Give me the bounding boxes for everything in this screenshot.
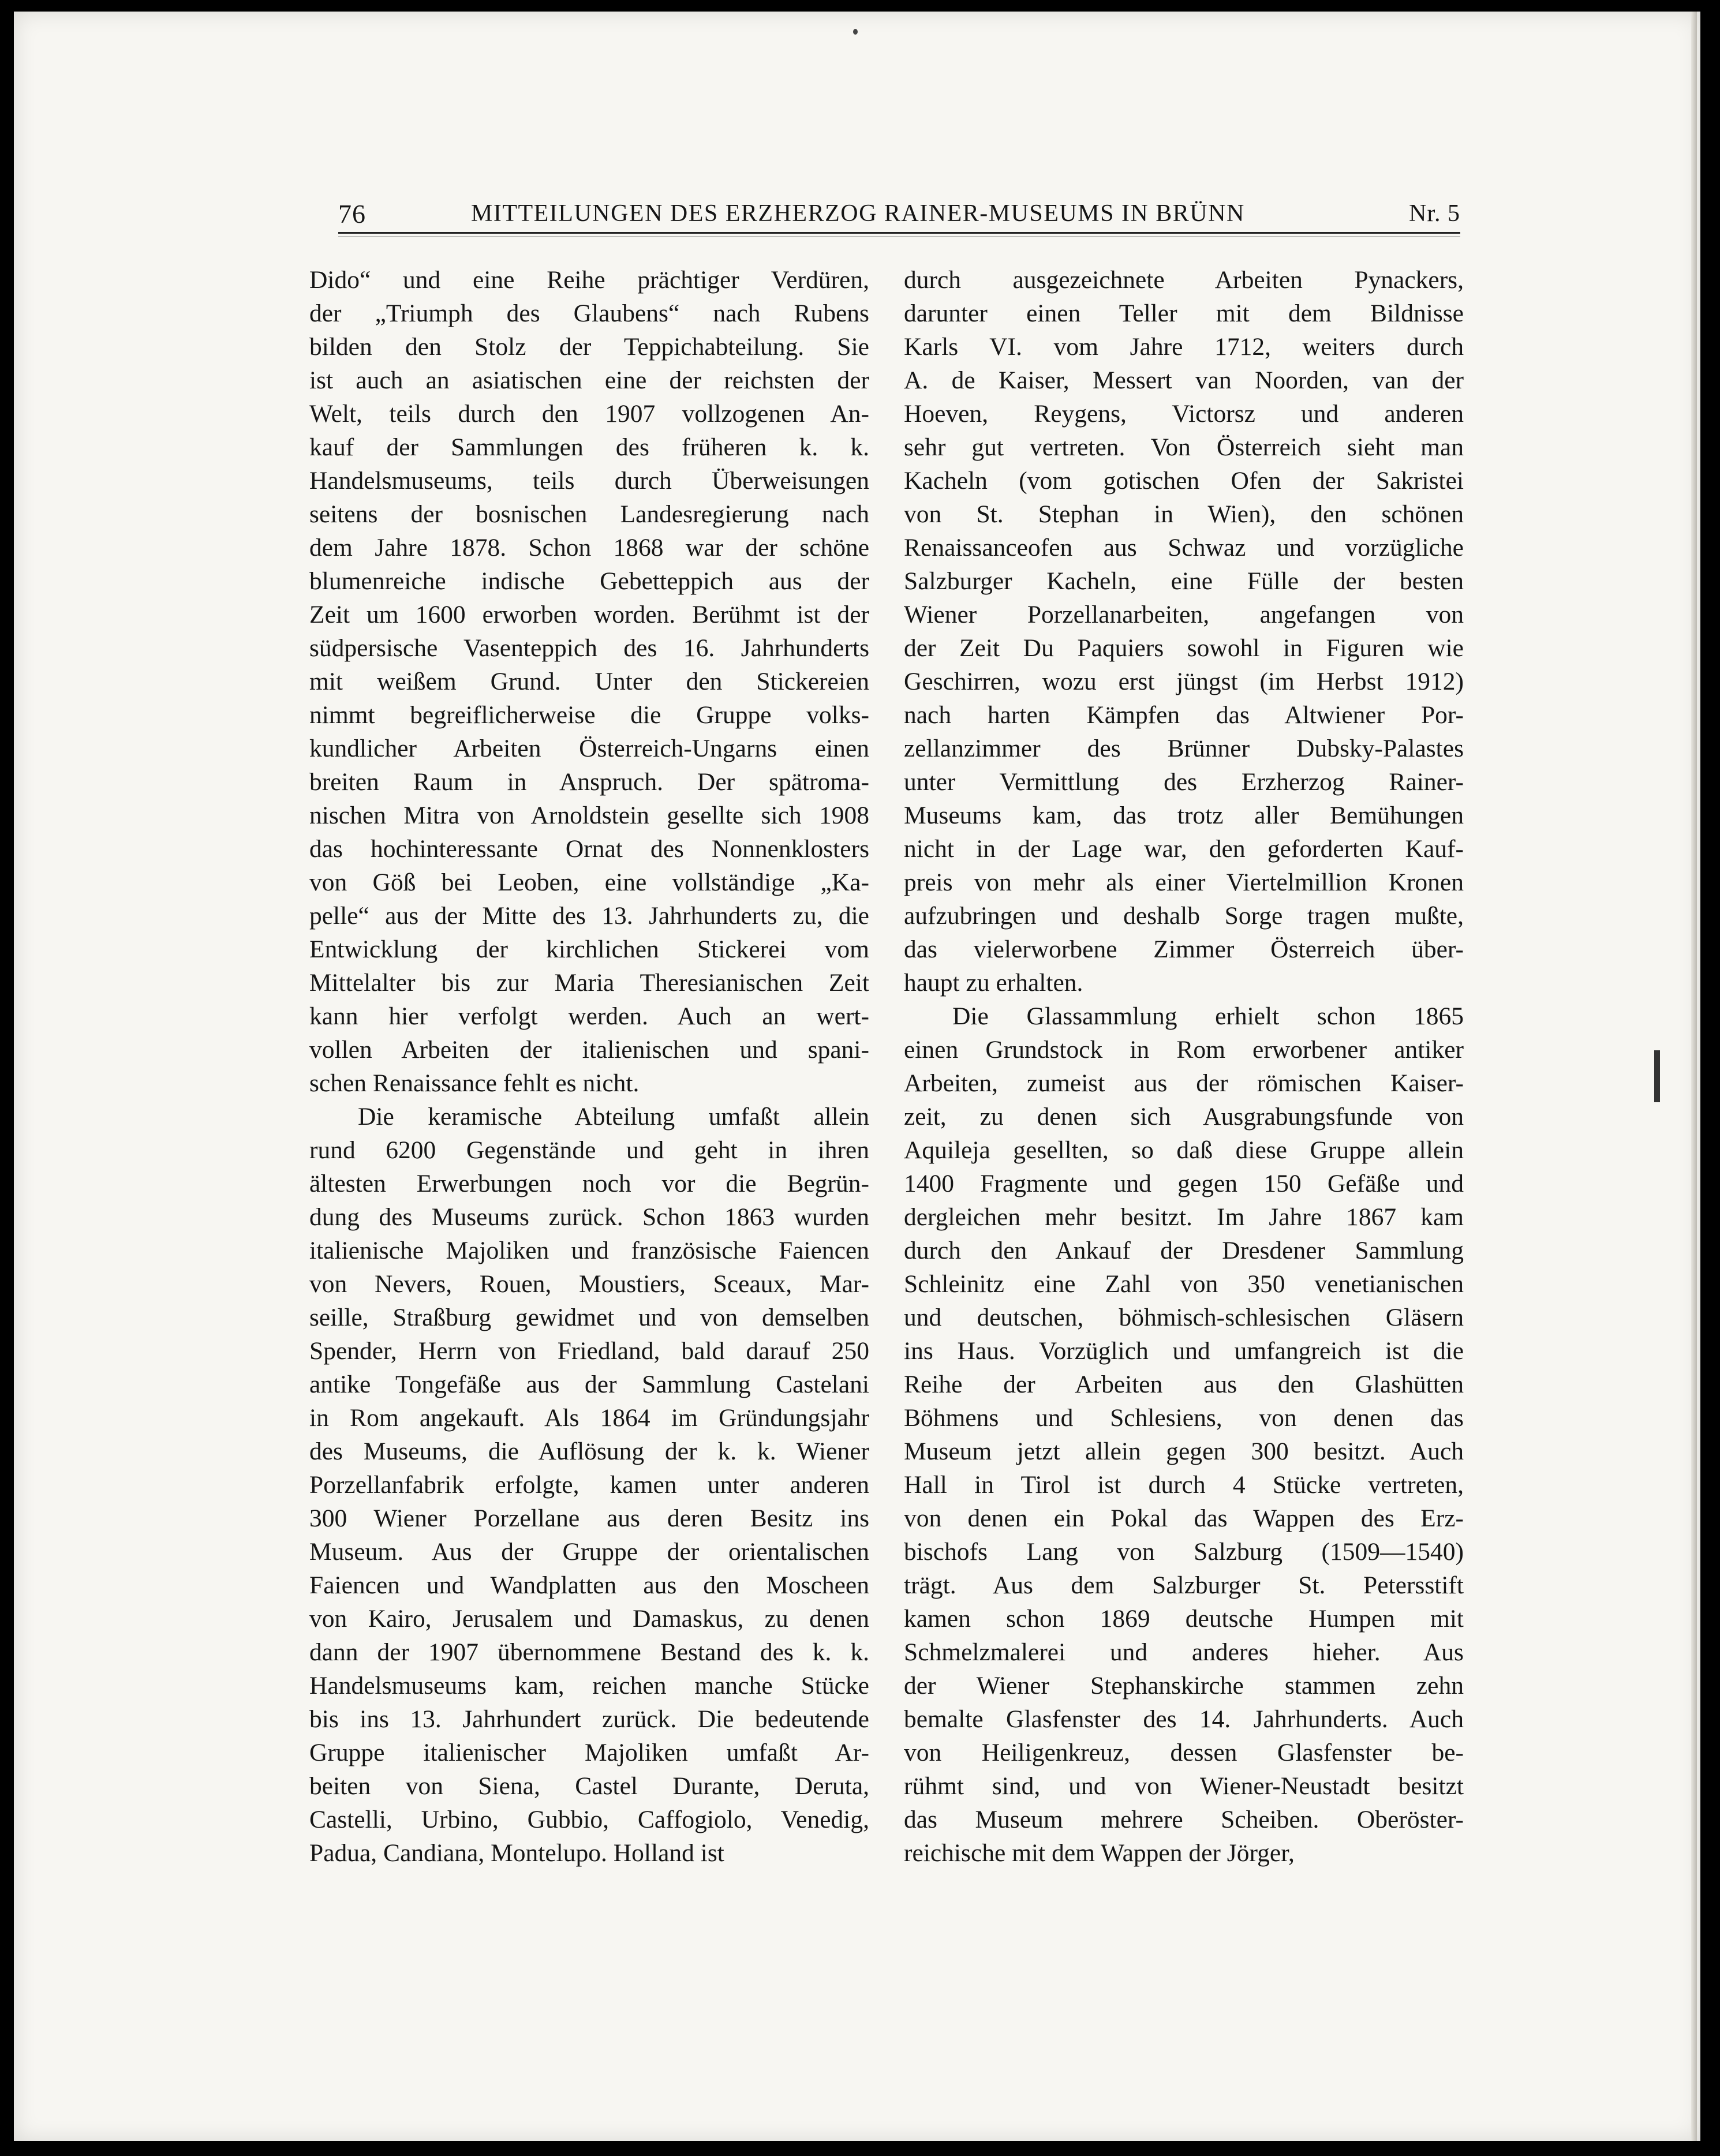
- text-line: Castelli, Urbino, Gubbio, Caffogiolo, Venedig,: [309, 1806, 869, 1833]
- text-line: nischen Mitra von Arnoldstein gesellte sich 1908: [309, 802, 869, 829]
- text-line: das Museum mehrere Scheiben. Oberöster-: [904, 1806, 1464, 1833]
- text-line: bilden den Stolz der Teppichabteilung. Sie: [309, 333, 869, 361]
- text-line: der Zeit Du Paquiers sowohl in Figuren wie: [904, 634, 1464, 662]
- text-line: Dido“ und eine Reihe prächtiger Verdüren,: [309, 266, 869, 294]
- text-line: Salzburger Kacheln, eine Fülle der besten: [904, 567, 1464, 595]
- text-line: Schleinitz eine Zahl von 350 venetianischen: [904, 1270, 1464, 1298]
- text-line: in Rom angekauft. Als 1864 im Gründungsjahr: [309, 1404, 869, 1432]
- text-line: nimmt begreiflicherweise die Gruppe volks-: [309, 701, 869, 729]
- text-line: von St. Stephan in Wien), den schönen: [904, 500, 1464, 528]
- page-edge: [1691, 12, 1697, 2141]
- text-line: Mittelalter bis zur Maria Theresianischen Zeit: [309, 969, 869, 997]
- text-line: blumenreiche indische Gebetteppich aus der: [309, 567, 869, 595]
- text-line: einen Grundstock in Rom erworbener antiker: [904, 1036, 1464, 1064]
- text-line: Arbeiten, zumeist aus der römischen Kaiser-: [904, 1069, 1464, 1097]
- text-line: Handelsmuseums kam, reichen manche Stücke: [309, 1672, 869, 1700]
- text-line: der Wiener Stephanskirche stammen zehn: [904, 1672, 1464, 1700]
- text-line: kann hier verfolgt werden. Auch an wert-: [309, 1002, 869, 1030]
- issue-number: Nr. 5: [1409, 200, 1460, 227]
- text-line: kamen schon 1869 deutsche Humpen mit: [904, 1605, 1464, 1633]
- text-line: zellanzimmer des Brünner Dubsky-Palastes: [904, 735, 1464, 762]
- text-line: beiten von Siena, Castel Durante, Deruta,: [309, 1772, 869, 1800]
- text-line: südpersische Vasenteppich des 16. Jahrhunderts: [309, 634, 869, 662]
- text-line: Renaissanceofen aus Schwaz und vorzügliche: [904, 534, 1464, 562]
- text-line: rühmt sind, und von Wiener-Neustadt besitzt: [904, 1772, 1464, 1800]
- text-line: dung des Museums zurück. Schon 1863 wurden: [309, 1203, 869, 1231]
- text-line: breiten Raum in Anspruch. Der spätroma-: [309, 768, 869, 796]
- text-line: von Heiligenkreuz, dessen Glasfenster be-: [904, 1739, 1464, 1766]
- text-line: von denen ein Pokal das Wappen des Erz-: [904, 1504, 1464, 1532]
- text-line: seille, Straßburg gewidmet und von demselben: [309, 1304, 869, 1331]
- text-line: Spender, Herrn von Friedland, bald darauf 250: [309, 1337, 869, 1365]
- text-line: 300 Wiener Porzellane aus deren Besitz ins: [309, 1504, 869, 1532]
- text-line: italienische Majoliken und französische Faiencen: [309, 1237, 869, 1264]
- text-line: das vielerworbene Zimmer Österreich über-: [904, 935, 1464, 963]
- text-line: bischofs Lang von Salzburg (1509—1540): [904, 1538, 1464, 1566]
- text-line: Böhmens und Schlesiens, von denen das: [904, 1404, 1464, 1432]
- text-line: kauf der Sammlungen des früheren k. k.: [309, 433, 869, 461]
- text-line: bemalte Glasfenster des 14. Jahrhunderts. Auch: [904, 1705, 1464, 1733]
- text-line: preis von mehr als einer Viertelmillion Kronen: [904, 869, 1464, 896]
- text-line: von Göß bei Leoben, eine vollständige „Ka-: [309, 869, 869, 896]
- text-line: nicht in der Lage war, den geforderten Kauf-: [904, 835, 1464, 863]
- text-line: ist auch an asiatischen eine der reichsten der: [309, 366, 869, 394]
- text-line: Hall in Tirol ist durch 4 Stücke vertreten,: [904, 1471, 1464, 1499]
- text-line: Wiener Porzellanarbeiten, angefangen von: [904, 601, 1464, 628]
- text-line: Karls VI. vom Jahre 1712, weiters durch: [904, 333, 1464, 361]
- text-line: trägt. Aus dem Salzburger St. Petersstift: [904, 1571, 1464, 1599]
- text-line: dem Jahre 1878. Schon 1868 war der schöne: [309, 534, 869, 562]
- running-header: [338, 199, 1460, 235]
- text-line: und deutschen, böhmisch-schlesischen Gläsern: [904, 1304, 1464, 1331]
- text-line: Die Glassammlung erhielt schon 1865: [952, 1002, 1464, 1030]
- left-column: [309, 263, 869, 1870]
- text-line: Museums kam, das trotz aller Bemühungen: [904, 802, 1464, 829]
- text-line: Welt, teils durch den 1907 vollzogenen An-: [309, 400, 869, 428]
- scan-mark: [1654, 1050, 1660, 1102]
- text-line: antike Tongefäße aus der Sammlung Castelani: [309, 1371, 869, 1398]
- text-line: Geschirren, wozu erst jüngst (im Herbst 1912): [904, 668, 1464, 695]
- text-line: Museum. Aus der Gruppe der orientalischen: [309, 1538, 869, 1566]
- page-number: 76: [338, 199, 366, 229]
- text-line: Handelsmuseums, teils durch Überweisungen: [309, 467, 869, 495]
- text-line: ältesten Erwerbungen noch vor die Begrün-: [309, 1170, 869, 1197]
- text-line: kundlicher Arbeiten Österreich-Ungarns einen: [309, 735, 869, 762]
- right-column: [904, 263, 1464, 1870]
- text-line: mit weißem Grund. Unter den Stickereien: [309, 668, 869, 695]
- text-line: vollen Arbeiten der italienischen und spani-: [309, 1036, 869, 1064]
- text-line: Zeit um 1600 erworben worden. Berühmt ist der: [309, 601, 869, 628]
- text-line: darunter einen Teller mit dem Bildnisse: [904, 300, 1464, 327]
- text-line: unter Vermittlung des Erzherzog Rainer-: [904, 768, 1464, 796]
- text-line: Die keramische Abteilung umfaßt allein: [358, 1103, 869, 1131]
- text-line: schen Renaissance fehlt es nicht.: [309, 1069, 640, 1097]
- text-line: Faiencen und Wandplatten aus den Moscheen: [309, 1571, 869, 1599]
- header-rule: [338, 232, 1460, 234]
- text-line: A. de Kaiser, Messert van Noorden, van der: [904, 366, 1464, 394]
- text-line: aufzubringen und deshalb Sorge tragen mußte,: [904, 902, 1464, 930]
- text-line: dergleichen mehr besitzt. Im Jahre 1867 kam: [904, 1203, 1464, 1231]
- text-line: Porzellanfabrik erfolgte, kamen unter anderen: [309, 1471, 869, 1499]
- text-line: reichische mit dem Wappen der Jörger,: [904, 1839, 1295, 1867]
- text-line: Hoeven, Reygens, Victorsz und anderen: [904, 400, 1464, 428]
- text-line: Entwicklung der kirchlichen Stickerei vom: [309, 935, 869, 963]
- text-line: ins Haus. Vorzüglich und umfangreich ist die: [904, 1337, 1464, 1365]
- text-line: 1400 Fragmente und gegen 150 Gefäße und: [904, 1170, 1464, 1197]
- text-line: das hochinteressante Ornat des Nonnenklosters: [309, 835, 869, 863]
- text-line: rund 6200 Gegenstände und geht in ihren: [309, 1136, 869, 1164]
- text-line: Reihe der Arbeiten aus den Glashütten: [904, 1371, 1464, 1398]
- text-line: durch ausgezeichnete Arbeiten Pynackers,: [904, 266, 1464, 294]
- text-line: sehr gut vertreten. Von Österreich sieht man: [904, 433, 1464, 461]
- text-line: Kacheln (vom gotischen Ofen der Sakristei: [904, 467, 1464, 495]
- text-line: Padua, Candiana, Montelupo. Holland ist: [309, 1839, 724, 1867]
- text-line: zeit, zu denen sich Ausgrabungsfunde von: [904, 1103, 1464, 1131]
- text-line: haupt zu erhalten.: [904, 969, 1083, 997]
- text-line: der „Triumph des Glaubens“ nach Rubens: [309, 300, 869, 327]
- text-line: pelle“ aus der Mitte des 13. Jahrhunderts zu, die: [309, 902, 869, 930]
- text-line: von Nevers, Rouen, Moustiers, Sceaux, Mar-: [309, 1270, 869, 1298]
- text-line: nach harten Kämpfen das Altwiener Por-: [904, 701, 1464, 729]
- text-line: durch den Ankauf der Dresdener Sammlung: [904, 1237, 1464, 1264]
- text-line: Aquileja gesellten, so daß diese Gruppe allein: [904, 1136, 1464, 1164]
- text-line: bis ins 13. Jahrhundert zurück. Die bedeutende: [309, 1705, 869, 1733]
- journal-title: MITTEILUNGEN DES ERZHERZOG RAINER-MUSEUMS IN BRÜNN: [471, 200, 1245, 227]
- text-line: Gruppe italienischer Majoliken umfaßt Ar-: [309, 1739, 869, 1766]
- text-line: Museum jetzt allein gegen 300 besitzt. Auch: [904, 1438, 1464, 1465]
- text-line: dann der 1907 übernommene Bestand des k. k.: [309, 1638, 869, 1666]
- text-line: von Kairo, Jerusalem und Damaskus, zu denen: [309, 1605, 869, 1633]
- text-line: des Museums, die Auflösung der k. k. Wiener: [309, 1438, 869, 1465]
- text-line: Schmelzmalerei und anderes hieher. Aus: [904, 1638, 1464, 1666]
- scan-speck: [853, 29, 858, 35]
- text-line: seitens der bosnischen Landesregierung nach: [309, 500, 869, 528]
